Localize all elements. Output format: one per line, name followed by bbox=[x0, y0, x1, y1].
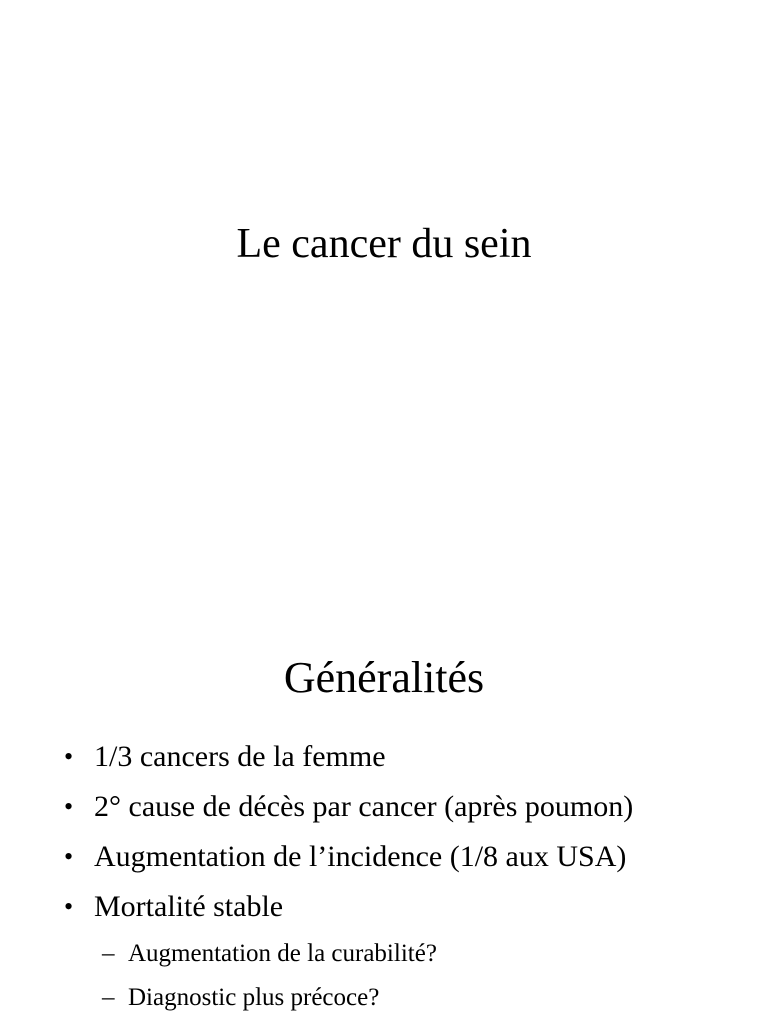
sub-list-item bbox=[0, 976, 768, 1020]
dash-icon: – bbox=[102, 984, 115, 1011]
bullet-text: 2° cause de décès par cancer (après poumon) bbox=[94, 790, 634, 823]
presentation-title: Le cancer du sein bbox=[236, 221, 532, 267]
bullet-text: 1/3 cancers de la femme bbox=[94, 740, 386, 773]
bullet-icon: • bbox=[64, 842, 74, 871]
list-item bbox=[0, 882, 768, 932]
bullet-text: Mortalité stable bbox=[94, 890, 284, 923]
list-item bbox=[0, 732, 768, 782]
dash-icon: – bbox=[102, 940, 115, 967]
bullet-icon: • bbox=[64, 742, 74, 771]
sub-bullet-text: Diagnostic plus précoce? bbox=[128, 984, 380, 1011]
bullet-list bbox=[0, 732, 768, 1020]
sub-list-item bbox=[0, 932, 768, 976]
bullet-icon: • bbox=[64, 892, 74, 921]
list-item bbox=[0, 782, 768, 832]
list-item bbox=[0, 832, 768, 882]
bullet-text: Augmentation de l’incidence (1/8 aux USA) bbox=[94, 840, 627, 873]
slide-title: Généralités bbox=[283, 653, 485, 702]
bullet-icon: • bbox=[64, 792, 74, 821]
sub-bullet-text: Augmentation de la curabilité? bbox=[128, 940, 437, 967]
content-slide bbox=[0, 512, 768, 1024]
